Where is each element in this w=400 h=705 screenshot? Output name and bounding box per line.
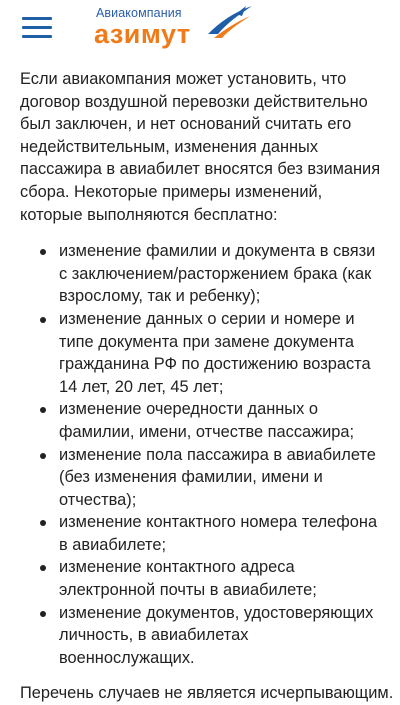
- list-item: [20, 556, 384, 601]
- list-item-text: изменение контактного номера телефона в авиабилете;: [59, 513, 378, 554]
- menu-bar: [22, 26, 52, 29]
- list-item-text: изменение фамилии и документа в связи с заключением/расторжением брака (как взрослому, так и ребенку);: [59, 242, 376, 306]
- bullet-icon: [40, 249, 46, 255]
- article-content: [20, 68, 394, 705]
- list-item: [20, 444, 384, 512]
- list-item-text: изменение документов, удостоверяющих личность, в авиабилетах военнослужащих.: [59, 603, 374, 667]
- list-item: [20, 308, 384, 398]
- hamburger-menu-icon[interactable]: [22, 14, 52, 40]
- list-item-text: изменение очередности данных о фамилии, имени, отчестве пассажира;: [59, 400, 355, 441]
- free-changes-list: [20, 240, 384, 669]
- header: [0, 0, 400, 56]
- list-item: [20, 602, 384, 670]
- logo-caption: Авиакомпания: [96, 6, 182, 20]
- logo[interactable]: [94, 4, 254, 50]
- list-item: [20, 511, 384, 556]
- closing-paragraph: Перечень случаев не является исчерпывающим.: [20, 684, 394, 703]
- bullet-icon: [40, 453, 46, 459]
- list-item: [20, 240, 384, 308]
- bullet-icon: [40, 407, 46, 413]
- list-item: [20, 398, 384, 443]
- list-item-text: изменение контактного адреса электронной почты в авиабилете;: [59, 558, 317, 600]
- bullet-icon: [40, 317, 46, 323]
- menu-bar: [22, 17, 52, 20]
- bullet-icon: [40, 611, 46, 617]
- logo-wordmark: азимут: [94, 19, 191, 49]
- bullet-icon: [40, 565, 46, 571]
- menu-bar: [22, 35, 52, 38]
- bird-wing-logo-icon: [206, 4, 254, 40]
- list-item-text: изменение пола пассажира в авиабилете (без изменения фамилии, имени и отчества);: [59, 445, 376, 509]
- list-item-text: изменение данных о серии и номере и типе документа при замене документа гражданина РФ по достижению возраста 14 лет, 20 лет, 45 лет;: [59, 309, 371, 396]
- intro-paragraph: Если авиакомпания может установить, что договор воздушной перевозки действительно был заключен, и нет оснований считать его недействительным, изменения данных пассажира в авиабилет вносятся без взимания сбора. Некоторые примеры изменений, которые выполняются бесплатно:: [20, 70, 381, 224]
- bullet-icon: [40, 520, 46, 526]
